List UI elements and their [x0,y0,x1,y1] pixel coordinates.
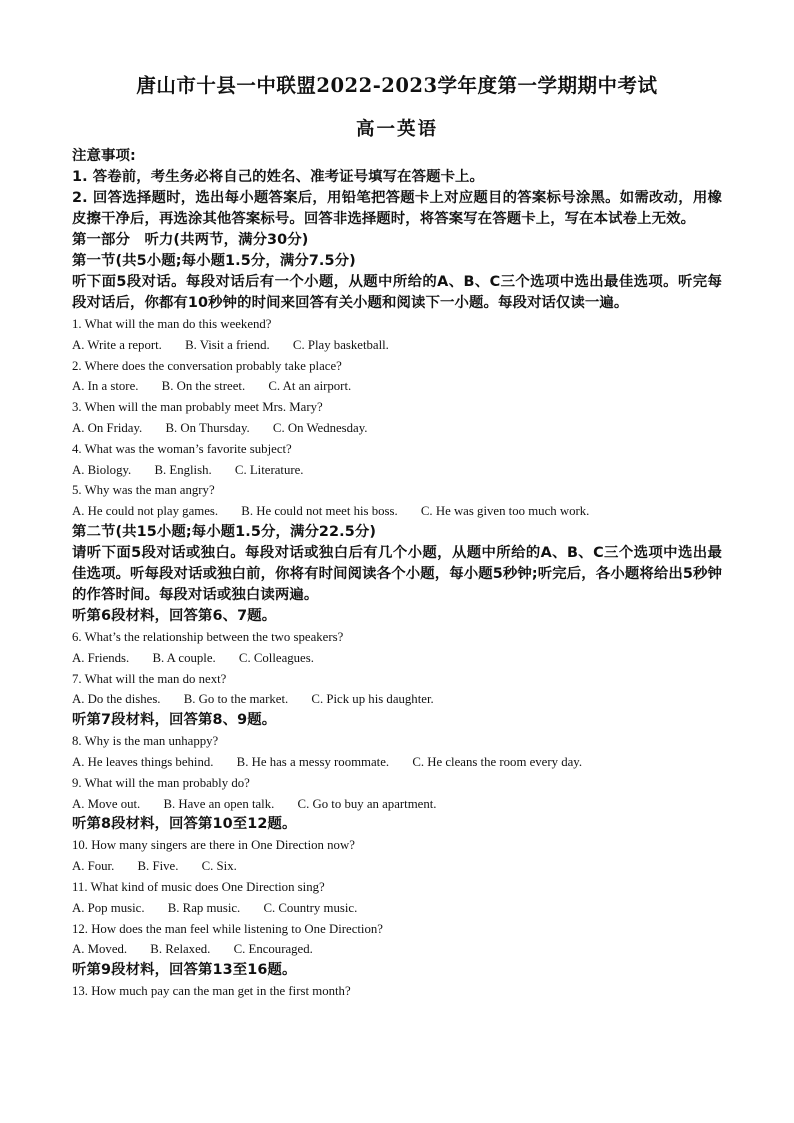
question-stem: 11. What kind of music does One Direction sing? [72,879,325,894]
option-a: A. Pop music. [72,900,145,915]
answer-options [72,648,722,669]
option-c: C. Six. [201,859,237,874]
question-stem: 10. How many singers are there in One Direction now? [72,838,355,853]
answer-options [72,794,722,815]
option-a: A. Friends. [72,650,130,665]
group-heading: 听第6段材料，回答第6、7题。 [72,607,277,624]
option-c: C. Encouraged. [233,942,313,957]
notes-item: 2. 回答选择题时，选出每小题答案后，用铅笔把答题卡上对应题目的答案标号涂黑。如需改动，用橡皮擦干净后，再选涂其他答案标号。回答非选择题时，将答案写在答题卡上，写在本试卷上无效。 [72,190,722,227]
answer-options [72,501,722,522]
answer-options [72,939,722,960]
option-c: C. Colleagues. [238,650,314,665]
option-b: B. Visit a friend. [185,337,270,352]
question-stem: 9. What will the man probably do? [72,775,250,790]
section1-instruction: 听下面5段对话。每段对话后有一个小题，从题中所给的A、B、C三个选项中选出最佳选项。听完每段对话后，你都有10秒钟的时间来回答有关小题和阅读下一小题。每段对话仅读一遍。 [72,274,722,311]
option-c: C. On Wednesday. [272,420,368,435]
exam-content [72,146,722,1002]
option-c: C. Literature. [234,462,304,477]
group-heading: 听第9段材料，回答第13至16题。 [72,962,297,979]
section1-heading: 第一节(共5小题;每小题1.5分，满分7.5分) [72,253,356,269]
answer-options [72,689,722,710]
option-a: A. Four. [72,859,115,874]
option-b: B. He has a messy roommate. [236,754,390,769]
part1-heading: 第一部分 听力(共两节，满分30分) [72,232,309,248]
notes-item: 1. 答卷前，考生务必将自己的姓名、准考证号填写在答题卡上。 [72,169,485,185]
section2-instruction: 请听下面5段对话或独白。每段对话或独白后有几个小题，从题中所给的A、B、C三个选项中选出最佳选项。听每段对话或独白前，你将有时间阅读各个小题，每小题5秒钟;听完后，各小题将给出5秒钟的作答时间。每段对话或独白读两遍。 [72,544,722,603]
group-heading: 听第8段材料，回答第10至12题。 [72,816,297,833]
option-b: B. Have an open talk. [163,796,275,811]
answer-options [72,418,722,439]
option-a: A. He leaves things behind. [72,754,214,769]
question-stem: 12. How does the man feel while listening to One Direction? [72,921,383,936]
question-stem: 3. When will the man probably meet Mrs. Mary? [72,400,323,415]
exam-subtitle: 高一英语 [355,119,438,140]
option-b: B. Relaxed. [150,942,211,957]
option-a: A. Biology. [72,462,132,477]
option-b: B. Five. [137,859,179,874]
answer-options [72,376,722,397]
option-c: C. Go to buy an apartment. [297,796,437,811]
section2-heading: 第二节(共15小题;每小题1.5分，满分22.5分) [72,523,377,540]
option-c: C. Play basketball. [292,337,389,352]
option-a: A. He could not play games. [72,504,219,519]
option-b: B. Go to the market. [183,692,289,707]
option-c: C. Pick up his daughter. [311,692,434,707]
answer-options [72,460,722,481]
option-c: C. Country music. [263,900,358,915]
option-b: B. He could not meet his boss. [241,504,398,519]
option-b: B. On the street. [161,379,246,394]
option-c: C. He cleans the room every day. [412,754,583,769]
answer-options [72,752,722,773]
answer-options [72,898,722,919]
option-a: A. In a store. [72,379,139,394]
question-stem: 8. Why is the man unhappy? [72,734,219,749]
answer-options [72,856,722,877]
question-stem: 7. What will the man do next? [72,671,227,686]
option-b: B. English. [154,462,212,477]
question-stem: 1. What will the man do this weekend? [72,317,272,331]
option-a: A. Moved. [72,942,128,957]
question-stem: 13. How much pay can the man get in the first month? [72,984,351,999]
option-b: B. A couple. [152,650,216,665]
question-stem: 4. What was the woman’s favorite subject? [72,441,292,456]
answer-options [72,335,722,356]
option-b: B. Rap music. [167,900,241,915]
group-heading: 听第7段材料，回答第8、9题。 [72,712,277,729]
notes-heading: 注意事项: [72,148,136,164]
option-a: A. On Friday. [72,420,143,435]
option-a: A. Do the dishes. [72,692,161,707]
option-a: A. Move out. [72,796,141,811]
exam-title: 唐山市十县一中联盟2022-2023学年度第一学期期中考试 [136,74,658,97]
question-stem: 5. Why was the man angry? [72,483,215,498]
question-stem: 6. What’s the relationship between the two speakers? [72,629,344,644]
option-a: A. Write a report. [72,337,162,352]
question-stem: 2. Where does the conversation probably take place? [72,358,342,373]
option-c: C. He was given too much work. [420,504,590,519]
option-b: B. On Thursday. [165,420,250,435]
option-c: C. At an airport. [268,379,352,394]
